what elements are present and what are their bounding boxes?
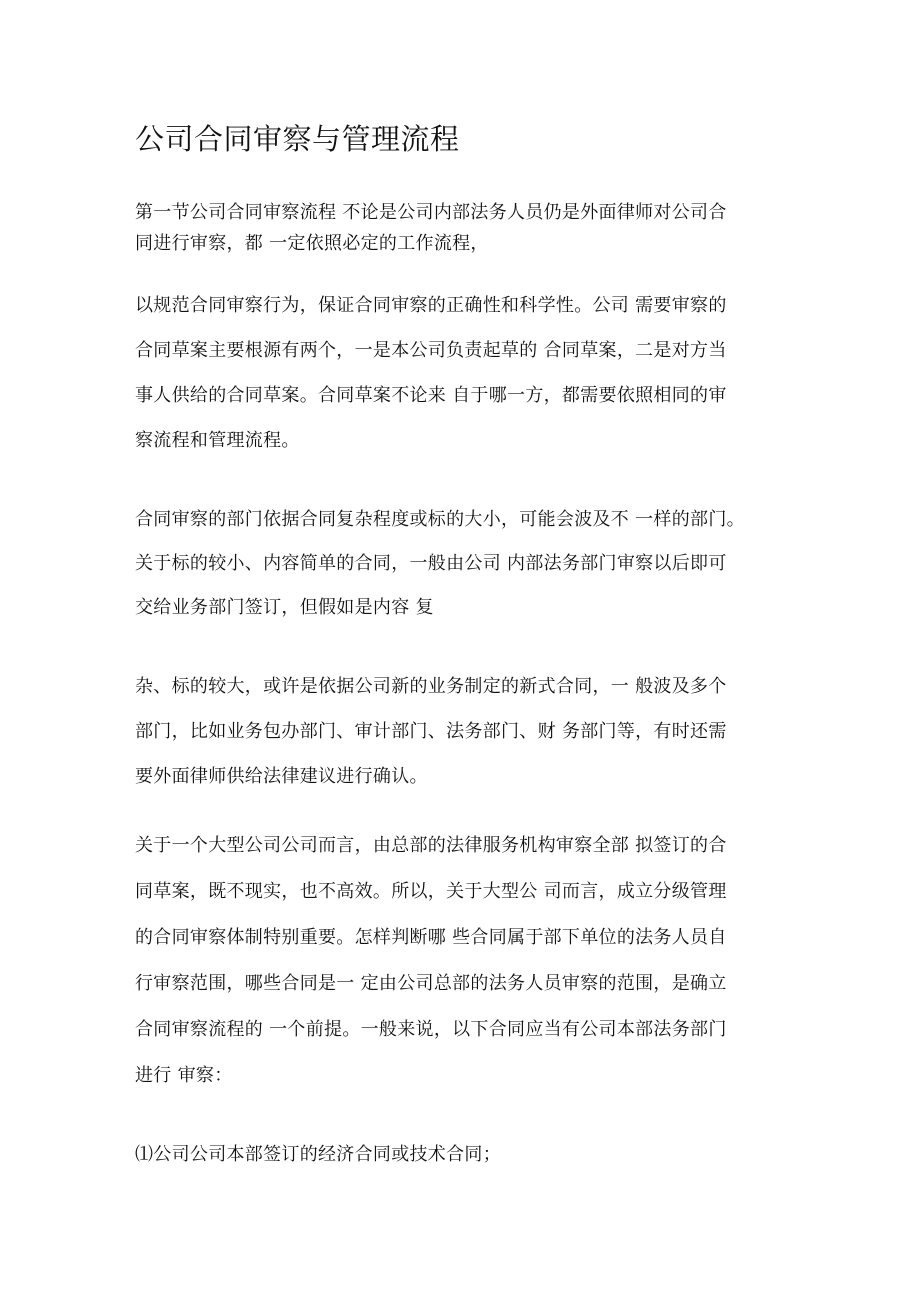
paragraph-line: 合同审察流程的 一个前提。一般来说，以下合同应当有公司本部法务部门 — [135, 1019, 727, 1040]
paragraph-5 — [135, 823, 825, 1099]
paragraph-line: 关于一个大型公司公司而言，由总部的法律服务机构审察全部 拟签订的合 — [135, 835, 727, 856]
paragraph-line: 行审察范围，哪些合同是一 定由公司总部的法务人员审察的范围，是确立 — [135, 973, 727, 994]
paragraph-4 — [135, 664, 825, 799]
paragraph-line: 交给业务部门签订，但假如是内容 复 — [135, 597, 434, 618]
paragraph-3 — [135, 498, 825, 630]
document-title: 公司合同审察与管理流程 — [135, 122, 460, 156]
paragraph-6 — [135, 1132, 825, 1177]
paragraph-line: 第一节公司合同审察流程 不论是公司内部法务人员仍是外面律师对公司合 — [135, 202, 727, 223]
paragraph-line: 关于标的较小、内容简单的合同，一般由公司 内部法务部门审察以后即可 — [135, 553, 727, 574]
paragraph-line: 合同草案主要根源有两个，一是本公司负责起草的 合同草案，二是对方当 — [135, 340, 727, 361]
paragraph-2 — [135, 283, 825, 463]
paragraph-line: 合同审察的部门依据合同复杂程度或标的大小，可能会波及不 一样的部门。 — [135, 509, 745, 530]
paragraph-line: 部门，比如业务包办部门、审计部门、法务部门、财 务部门等，有时还需 — [135, 721, 727, 742]
paragraph-line: 以规范合同审察行为，保证合同审察的正确性和科学性。公司 需要审察的 — [135, 295, 727, 316]
paragraph-line: 进行 审察： — [135, 1065, 233, 1086]
paragraph-line: 同草案，既不现实，也不高效。所以，关于大型公 司而言，成立分级管理 — [135, 881, 727, 902]
paragraph-line: 杂、标的较大，或许是依据公司新的业务制定的新式合同，一 般波及多个 — [135, 676, 727, 697]
paragraph-line: 同进行审察，都 一定依照必定的工作流程， — [135, 233, 489, 254]
paragraph-line: 的合同审察体制特别重要。怎样判断哪 些合同属于部下单位的法务人员自 — [135, 927, 727, 948]
paragraph-line: 察流程和管理流程。 — [135, 430, 300, 451]
paragraph-1 — [135, 197, 825, 259]
paragraph-line: 要外面律师供给法律建议进行确认。 — [135, 766, 428, 787]
paragraph-line: 事人供给的合同草案。合同草案不论来 自于哪一方，都需要依照相同的审 — [135, 385, 727, 406]
list-item: ⑴公司公司本部签订的经济合同或技术合同； — [135, 1144, 501, 1165]
